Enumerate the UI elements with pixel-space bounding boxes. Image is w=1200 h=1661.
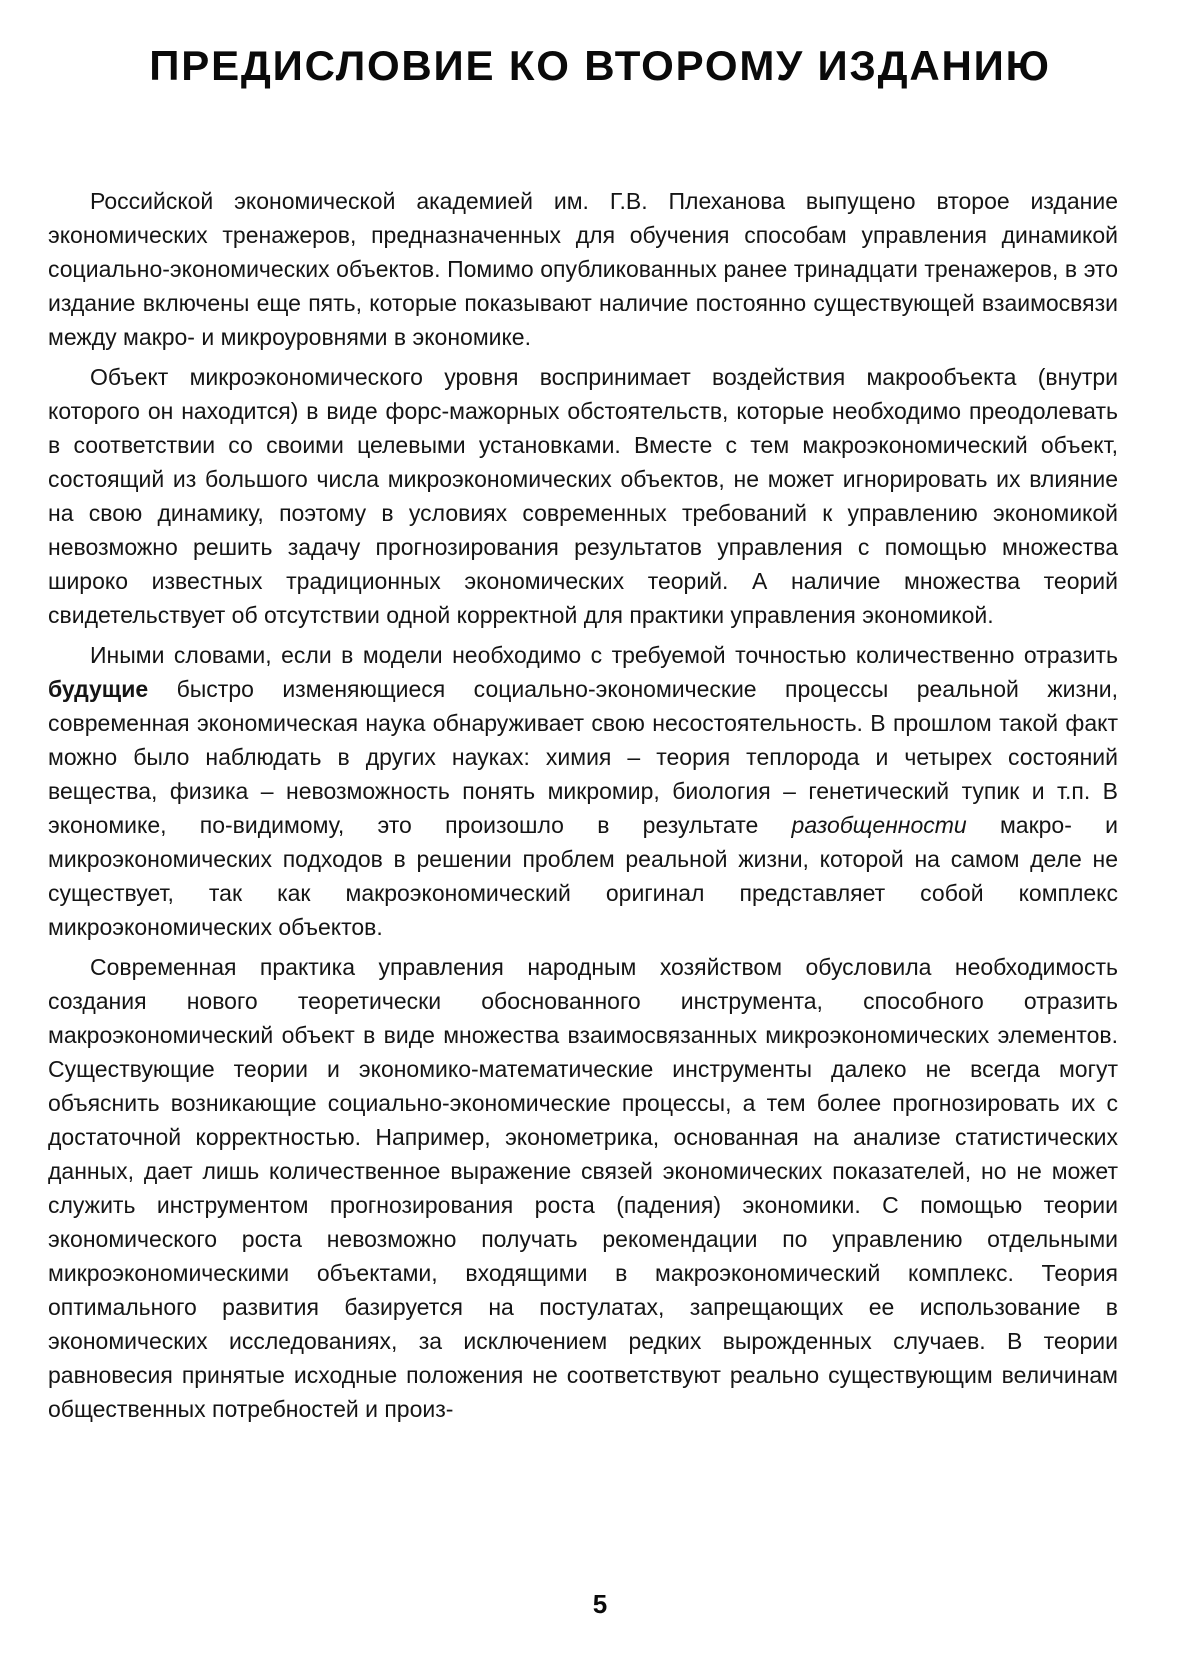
paragraph-3-text-end: макро- и микроэкономических подходов в решении проблем реальной жизни, которой на самом деле не существует, так как макроэкономический оригинал представляет собой комплекс микроэкономических объектов.: [48, 812, 1118, 940]
body-text: [48, 184, 1118, 1426]
paragraph-3: [48, 638, 1118, 944]
paragraph-4: Современная практика управления народным хозяйством обусловила необходимость создания нового теоретически обоснованного инструмента, способного отразить макроэкономический объект в виде множества взаимосвязанных микроэкономических элементов. Существующие теории и экономико-математические инструменты далеко не всегда могут объяснить возникающие социально-экономические процессы, а тем более прогнозировать их с достаточной корректностью. Например, эконометрика, основанная на анализе статистических данных, дает лишь количественное выражение связей экономических показателей, но не может служить инструментом прогнозирования роста (падения) экономики. С помощью теории экономического роста невозможно получать рекомендации по управлению отдельными микроэкономическими объектами, входящими в макроэкономический комплекс. Теория оптимального развития базируется на постулатах, запрещающих ее использование в экономических исследованиях, за исключением редких вырожденных случаев. В теории равновесия принятые исходные положения не соответствуют реально существующим величинам общественных потребностей и произ-: [48, 954, 1118, 1422]
page-heading: ПРЕДИСЛОВИЕ КО ВТОРОМУ ИЗДАНИЮ: [149, 42, 1051, 89]
italic-word: разобщенности: [791, 812, 967, 838]
paragraph-3-text-cont: быстро изменяющиеся социально-экономические процессы реальной жизни, современная экономическая наука обнаруживает свою несостоятельность. В прошлом такой факт можно было наблюдать в других науках: химия – теория теплорода и четырех состояний вещества, физика – невозможность понять микромир, биология – генетический тупик и т.п. В экономике, по-видимому, это произошло в результате: [48, 676, 1118, 838]
paragraph-1: Российской экономической академией им. Г.В. Плеханова выпущено второе издание экономических тренажеров, предназначенных для обучения способам управления динамикой социально-экономических объектов. Помимо опубликованных ранее тринадцати тренажеров, в это издание включены еще пять, которые показывают наличие постоянно существующей взаимосвязи между макро- и микроуровнями в экономике.: [48, 188, 1118, 350]
paragraph-2: Объект микроэкономического уровня воспринимает воздействия макрообъекта (внутри которого он находится) в виде форс-мажорных обстоятельств, которые необходимо преодолевать в соответствии со своими целевыми установками. Вместе с тем макроэкономический объект, состоящий из большого числа микроэкономических объектов, не может игнорировать их влияние на свою динамику, поэтому в условиях современных требований к управлению экономикой невозможно решить задачу прогнозирования результатов управления с помощью множества широко известных традиционных экономических теорий. А наличие множества теорий свидетельствует об отсутствии одной корректной для практики управления экономикой.: [48, 364, 1118, 628]
paragraph-3-text: Иными словами, если в модели необходимо с требуемой точностью количественно отразить: [90, 642, 1118, 668]
bold-word: будущие: [48, 676, 149, 702]
page-number: 5: [592, 1589, 608, 1619]
